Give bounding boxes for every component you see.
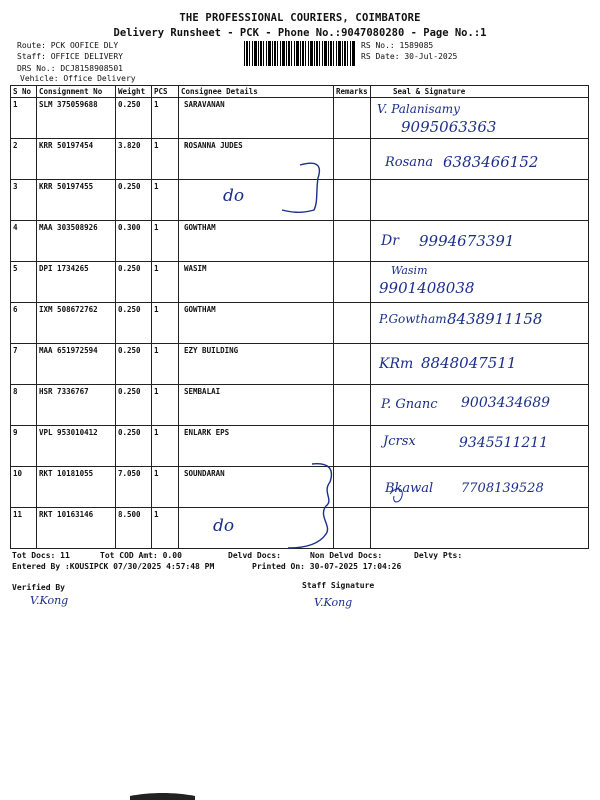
cell-consignee: SOUNDARAN bbox=[179, 467, 334, 508]
cell-weight: 8.500 bbox=[116, 508, 152, 549]
footer-non-delvd-docs: Non Delvd Docs: bbox=[310, 551, 383, 560]
signature-name: P. Gnanc bbox=[381, 397, 438, 412]
meta-rs-no: RS No.: 1589085 bbox=[361, 41, 434, 50]
footer-printed-on: Printed On: 30-07-2025 17:04:26 bbox=[252, 562, 402, 571]
cell-pcs: 1 bbox=[152, 508, 179, 549]
cell-pcs: 1 bbox=[152, 262, 179, 303]
cell-sno: 8 bbox=[11, 385, 37, 426]
ditto-brace-row3 bbox=[282, 163, 319, 212]
cell-weight: 0.250 bbox=[116, 344, 152, 385]
cell-sno: 4 bbox=[11, 221, 37, 262]
runsheet-subtitle: Delivery Runsheet - PCK - Phone No.:9047080280 - Page No.:1 bbox=[113, 27, 487, 39]
cell-consignment: RKT 10163146 bbox=[37, 508, 116, 549]
staff-signature: V.Kong bbox=[314, 596, 353, 609]
ditto-mark: do bbox=[213, 516, 235, 536]
cell-sno: 10 bbox=[11, 467, 37, 508]
cell-consignment: VPL 953010412 bbox=[37, 426, 116, 467]
cell-consignee: SEMBALAI bbox=[179, 385, 334, 426]
footer-tot-cod: Tot COD Amt: 0.00 bbox=[100, 551, 182, 560]
cell-consignee: SARAVANAN bbox=[179, 98, 334, 139]
cell-consignee: GOWTHAM bbox=[179, 303, 334, 344]
cell-weight: 0.300 bbox=[116, 221, 152, 262]
cell-pcs: 1 bbox=[152, 303, 179, 344]
signature-name: Jcrsx bbox=[383, 434, 416, 449]
cell-consignee: GOWTHAM bbox=[179, 221, 334, 262]
signature-phone: 9345511211 bbox=[459, 435, 549, 451]
cell-consignment: IXM 508672762 bbox=[37, 303, 116, 344]
cell-consignment: DPI 1734265 bbox=[37, 262, 116, 303]
meta-drs: DRS No.: DCJ8158908501 bbox=[17, 64, 123, 73]
signature-phone: 9994673391 bbox=[419, 232, 515, 250]
footer-delvy-pts: Delvy Pts: bbox=[414, 551, 463, 560]
signature-name: Bkawal bbox=[385, 481, 434, 496]
cell-sno: 3 bbox=[11, 180, 37, 221]
cell-weight: 0.250 bbox=[116, 262, 152, 303]
cell-pcs: 1 bbox=[152, 139, 179, 180]
signature-phone: 9003434689 bbox=[461, 395, 551, 411]
signature-name: V. Palanisamy bbox=[377, 102, 460, 116]
cell-pcs: 1 bbox=[152, 221, 179, 262]
staff-signature-label: Staff Signature bbox=[302, 581, 375, 590]
meta-staff: Staff: OFFICE DELIVERY bbox=[17, 52, 123, 61]
cell-consignment: KRR 50197454 bbox=[37, 139, 116, 180]
cell-pcs: 1 bbox=[152, 385, 179, 426]
cell-consignee: ROSANNA JUDES bbox=[179, 139, 334, 180]
cell-weight: 0.250 bbox=[116, 180, 152, 221]
cell-consignment: KRR 50197455 bbox=[37, 180, 116, 221]
signature-phone: 7708139528 bbox=[461, 481, 544, 496]
signature-name: Rosana bbox=[385, 155, 434, 170]
cell-sno: 9 bbox=[11, 426, 37, 467]
signature-name: Wasim bbox=[391, 264, 428, 277]
cell-pcs: 1 bbox=[152, 426, 179, 467]
cell-consignee: ENLARK EPS bbox=[179, 426, 334, 467]
signature-name: Dr bbox=[381, 233, 399, 249]
verified-signature: V.Kong bbox=[30, 594, 69, 607]
signature-phone: 8848047511 bbox=[421, 354, 517, 372]
col-sno: S No bbox=[11, 86, 37, 98]
col-consignee: Consignee Details bbox=[179, 86, 334, 98]
cell-consignment: RKT 10181055 bbox=[37, 467, 116, 508]
cell-sno: 5 bbox=[11, 262, 37, 303]
cell-consignee: EZY BUILDING bbox=[179, 344, 334, 385]
cell-pcs: 1 bbox=[152, 467, 179, 508]
col-signature: Seal & Signature bbox=[371, 86, 589, 98]
col-pcs: PCS bbox=[152, 86, 179, 98]
cell-weight: 0.250 bbox=[116, 98, 152, 139]
cell-weight: 0.250 bbox=[116, 426, 152, 467]
signature-phone: 9901408038 bbox=[379, 279, 475, 297]
footer-entered-by: Entered By :KOUSIPCK 07/30/2025 4:57:48 PM bbox=[12, 562, 215, 571]
col-weight: Weight bbox=[116, 86, 152, 98]
cell-sno: 2 bbox=[11, 139, 37, 180]
cell-sno: 7 bbox=[11, 344, 37, 385]
page-edge-mark bbox=[130, 793, 195, 800]
cell-consignee: WASIM bbox=[179, 262, 334, 303]
ditto-mark: do bbox=[223, 186, 245, 206]
footer-delvd-docs: Delvd Docs: bbox=[228, 551, 281, 560]
cell-weight: 3.820 bbox=[116, 139, 152, 180]
cell-pcs: 1 bbox=[152, 98, 179, 139]
col-consignment: Consignment No bbox=[37, 86, 116, 98]
cell-consignment: MAA 303508926 bbox=[37, 221, 116, 262]
cell-pcs: 1 bbox=[152, 180, 179, 221]
footer-tot-docs: Tot Docs: 11 bbox=[12, 551, 70, 560]
meta-rs-date: RS Date: 30-Jul-2025 bbox=[361, 52, 458, 61]
signature-phone: 6383466152 bbox=[443, 153, 539, 171]
signature-phone: 8438911158 bbox=[447, 310, 543, 328]
signature-phone: 9095063363 bbox=[401, 118, 497, 136]
company-title: THE PROFESSIONAL COURIERS, COIMBATORE bbox=[179, 12, 421, 24]
signature-name: P.Gowtham bbox=[379, 312, 447, 326]
ditto-brace-row11 bbox=[288, 464, 331, 548]
meta-route: Route: PCK OOFICE DLY bbox=[17, 41, 119, 50]
cell-sno: 1 bbox=[11, 98, 37, 139]
cell-consignment: SLM 375059688 bbox=[37, 98, 116, 139]
cell-sno: 6 bbox=[11, 303, 37, 344]
cell-consignment: HSR 7336767 bbox=[37, 385, 116, 426]
meta-vehicle: Vehicle: Office Delivery bbox=[20, 74, 136, 83]
cell-weight: 0.250 bbox=[116, 303, 152, 344]
cell-pcs: 1 bbox=[152, 344, 179, 385]
verified-by-label: Verified By bbox=[12, 583, 65, 592]
cell-sno: 11 bbox=[11, 508, 37, 549]
col-remarks: Remarks bbox=[334, 86, 371, 98]
signature-scribble-icon bbox=[390, 489, 402, 502]
cell-consignment: MAA 651972594 bbox=[37, 344, 116, 385]
cell-weight: 0.250 bbox=[116, 385, 152, 426]
cell-weight: 7.050 bbox=[116, 467, 152, 508]
signature-name: KRm bbox=[379, 356, 414, 372]
